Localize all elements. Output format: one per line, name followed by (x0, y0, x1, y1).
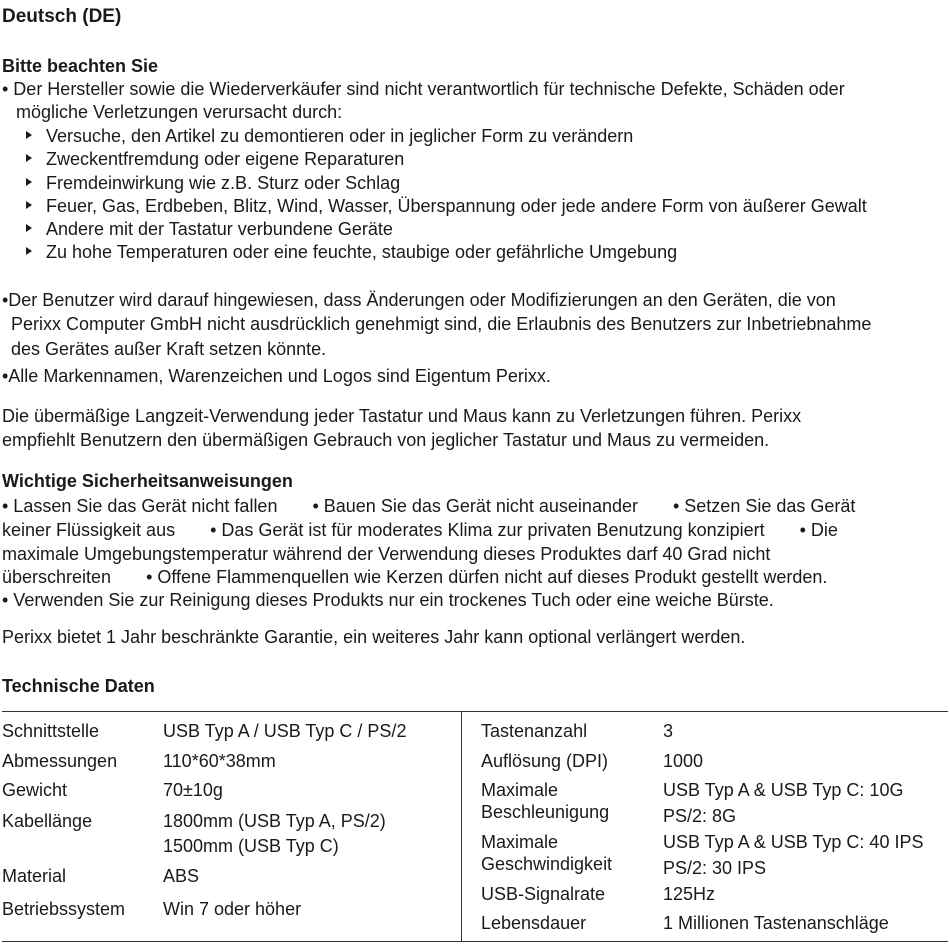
list-item: Feuer, Gas, Erdbeben, Blitz, Wind, Wasser, Überspannung oder jede andere Form von äußerer Gewalt (26, 195, 867, 218)
spec-label: Geschwindigkeit (481, 854, 613, 874)
spec-value: USB Typ A / USB Typ C / PS/2 (163, 721, 407, 741)
notice-heading: Bitte beachten Sie (2, 56, 159, 76)
spec-label: Maximale (481, 832, 559, 852)
triangle-bullet-icon (26, 247, 32, 255)
list-item: Fremdeinwirkung wie z.B. Sturz oder Schlag (26, 172, 400, 195)
spec-label: Maximale (481, 780, 559, 800)
notice-intro-line: mögliche Verletzungen verursacht durch: (16, 102, 343, 122)
safety-line: maximale Umgebungstemperatur während der Verwendung dieses Produktes darf 40 Grad nicht (2, 544, 771, 564)
spec-value: ABS (163, 866, 200, 886)
spec-value: 70±10g (163, 780, 223, 800)
user-notice-line: •Der Benutzer wird darauf hingewiesen, dass Änderungen oder Modifizierungen an den Geräten, die von (2, 290, 836, 310)
user-notice-line: des Gerätes außer Kraft setzen könnte. (11, 339, 327, 359)
spec-value: 1800mm (USB Typ A, PS/2) (163, 811, 386, 831)
spec-value: PS/2: 8G (663, 806, 737, 826)
spec-label: Schnittstelle (2, 721, 100, 741)
table-divider (461, 712, 462, 941)
triangle-bullet-icon (26, 154, 32, 162)
safety-line: keiner Flüssigkeit aus • Das Gerät ist für moderates Klima zur privaten Benutzung konzipiert • Die (2, 520, 838, 540)
spec-table (2, 711, 948, 942)
spec-label: Tastenanzahl (481, 721, 588, 741)
spec-label: Abmessungen (2, 751, 118, 771)
spec-value: Win 7 oder höher (163, 899, 302, 919)
warranty-text: Perixx bietet 1 Jahr beschränkte Garantie, ein weiteres Jahr kann optional verlängert werden. (2, 627, 746, 647)
triangle-bullet-icon (26, 178, 32, 186)
safety-line: • Lassen Sie das Gerät nicht fallen • Bauen Sie das Gerät nicht auseinander • Setzen Sie das Gerät (2, 496, 856, 516)
spec-label: Beschleunigung (481, 802, 610, 822)
spec-value: USB Typ A & USB Typ C: 10G (663, 780, 904, 800)
spec-value: 110*60*38mm (163, 751, 276, 771)
safety-heading: Wichtige Sicherheitsanweisungen (2, 471, 293, 491)
usage-warning-line: empfiehlt Benutzern den übermäßigen Gebrauch von jeglicher Tastatur und Maus zu vermeiden. (2, 430, 770, 450)
spec-label: USB-Signalrate (481, 884, 606, 904)
list-item: Zu hohe Temperaturen oder eine feuchte, staubige oder gefährliche Umgebung (26, 241, 677, 264)
spec-value: 1000 (663, 751, 704, 771)
spec-value: 1500mm (USB Typ C) (163, 836, 339, 856)
spec-label: Auflösung (DPI) (481, 751, 609, 771)
spec-label: Material (2, 866, 67, 886)
user-notice-line: Perixx Computer GmbH nicht ausdrücklich genehmigt sind, die Erlaubnis des Benutzers zur Inbetriebnahme (11, 314, 872, 334)
page-title: Deutsch (DE) (2, 6, 122, 27)
spec-label: Kabellänge (2, 811, 93, 831)
spec-value: USB Typ A & USB Typ C: 40 IPS (663, 832, 924, 852)
spec-value: 3 (663, 721, 674, 741)
safety-line: überschreiten • Offene Flammenquellen wie Kerzen dürfen nicht auf dieses Produkt gestellt werden. (2, 567, 828, 587)
spec-value: 1 Millionen Tastenanschläge (663, 913, 889, 933)
trademark-notice: •Alle Markennamen, Warenzeichen und Logos sind Eigentum Perixx. (2, 366, 551, 386)
triangle-bullet-icon (26, 201, 32, 209)
spec-label: Betriebssystem (2, 899, 126, 919)
list-item: Zweckentfremdung oder eigene Reparaturen (26, 148, 404, 171)
list-item: Andere mit der Tastatur verbundene Geräte (26, 218, 393, 241)
safety-line: • Verwenden Sie zur Reinigung dieses Produkts nur ein trockenes Tuch oder eine weiche Bürste. (2, 590, 774, 610)
triangle-bullet-icon (26, 131, 32, 139)
spec-value: PS/2: 30 IPS (663, 858, 767, 878)
spec-label: Gewicht (2, 780, 68, 800)
list-item: Versuche, den Artikel zu demontieren oder in jeglicher Form zu verändern (26, 125, 633, 148)
notice-intro-line: • Der Hersteller sowie die Wiederverkäufer sind nicht verantwortlich für technische Defekte, Schäden oder (2, 79, 845, 99)
spec-label: Lebensdauer (481, 913, 587, 933)
specs-heading: Technische Daten (2, 676, 155, 696)
usage-warning-line: Die übermäßige Langzeit-Verwendung jeder Tastatur und Maus kann zu Verletzungen führen. Perixx (2, 406, 802, 426)
triangle-bullet-icon (26, 224, 32, 232)
spec-value: 125Hz (663, 884, 716, 904)
